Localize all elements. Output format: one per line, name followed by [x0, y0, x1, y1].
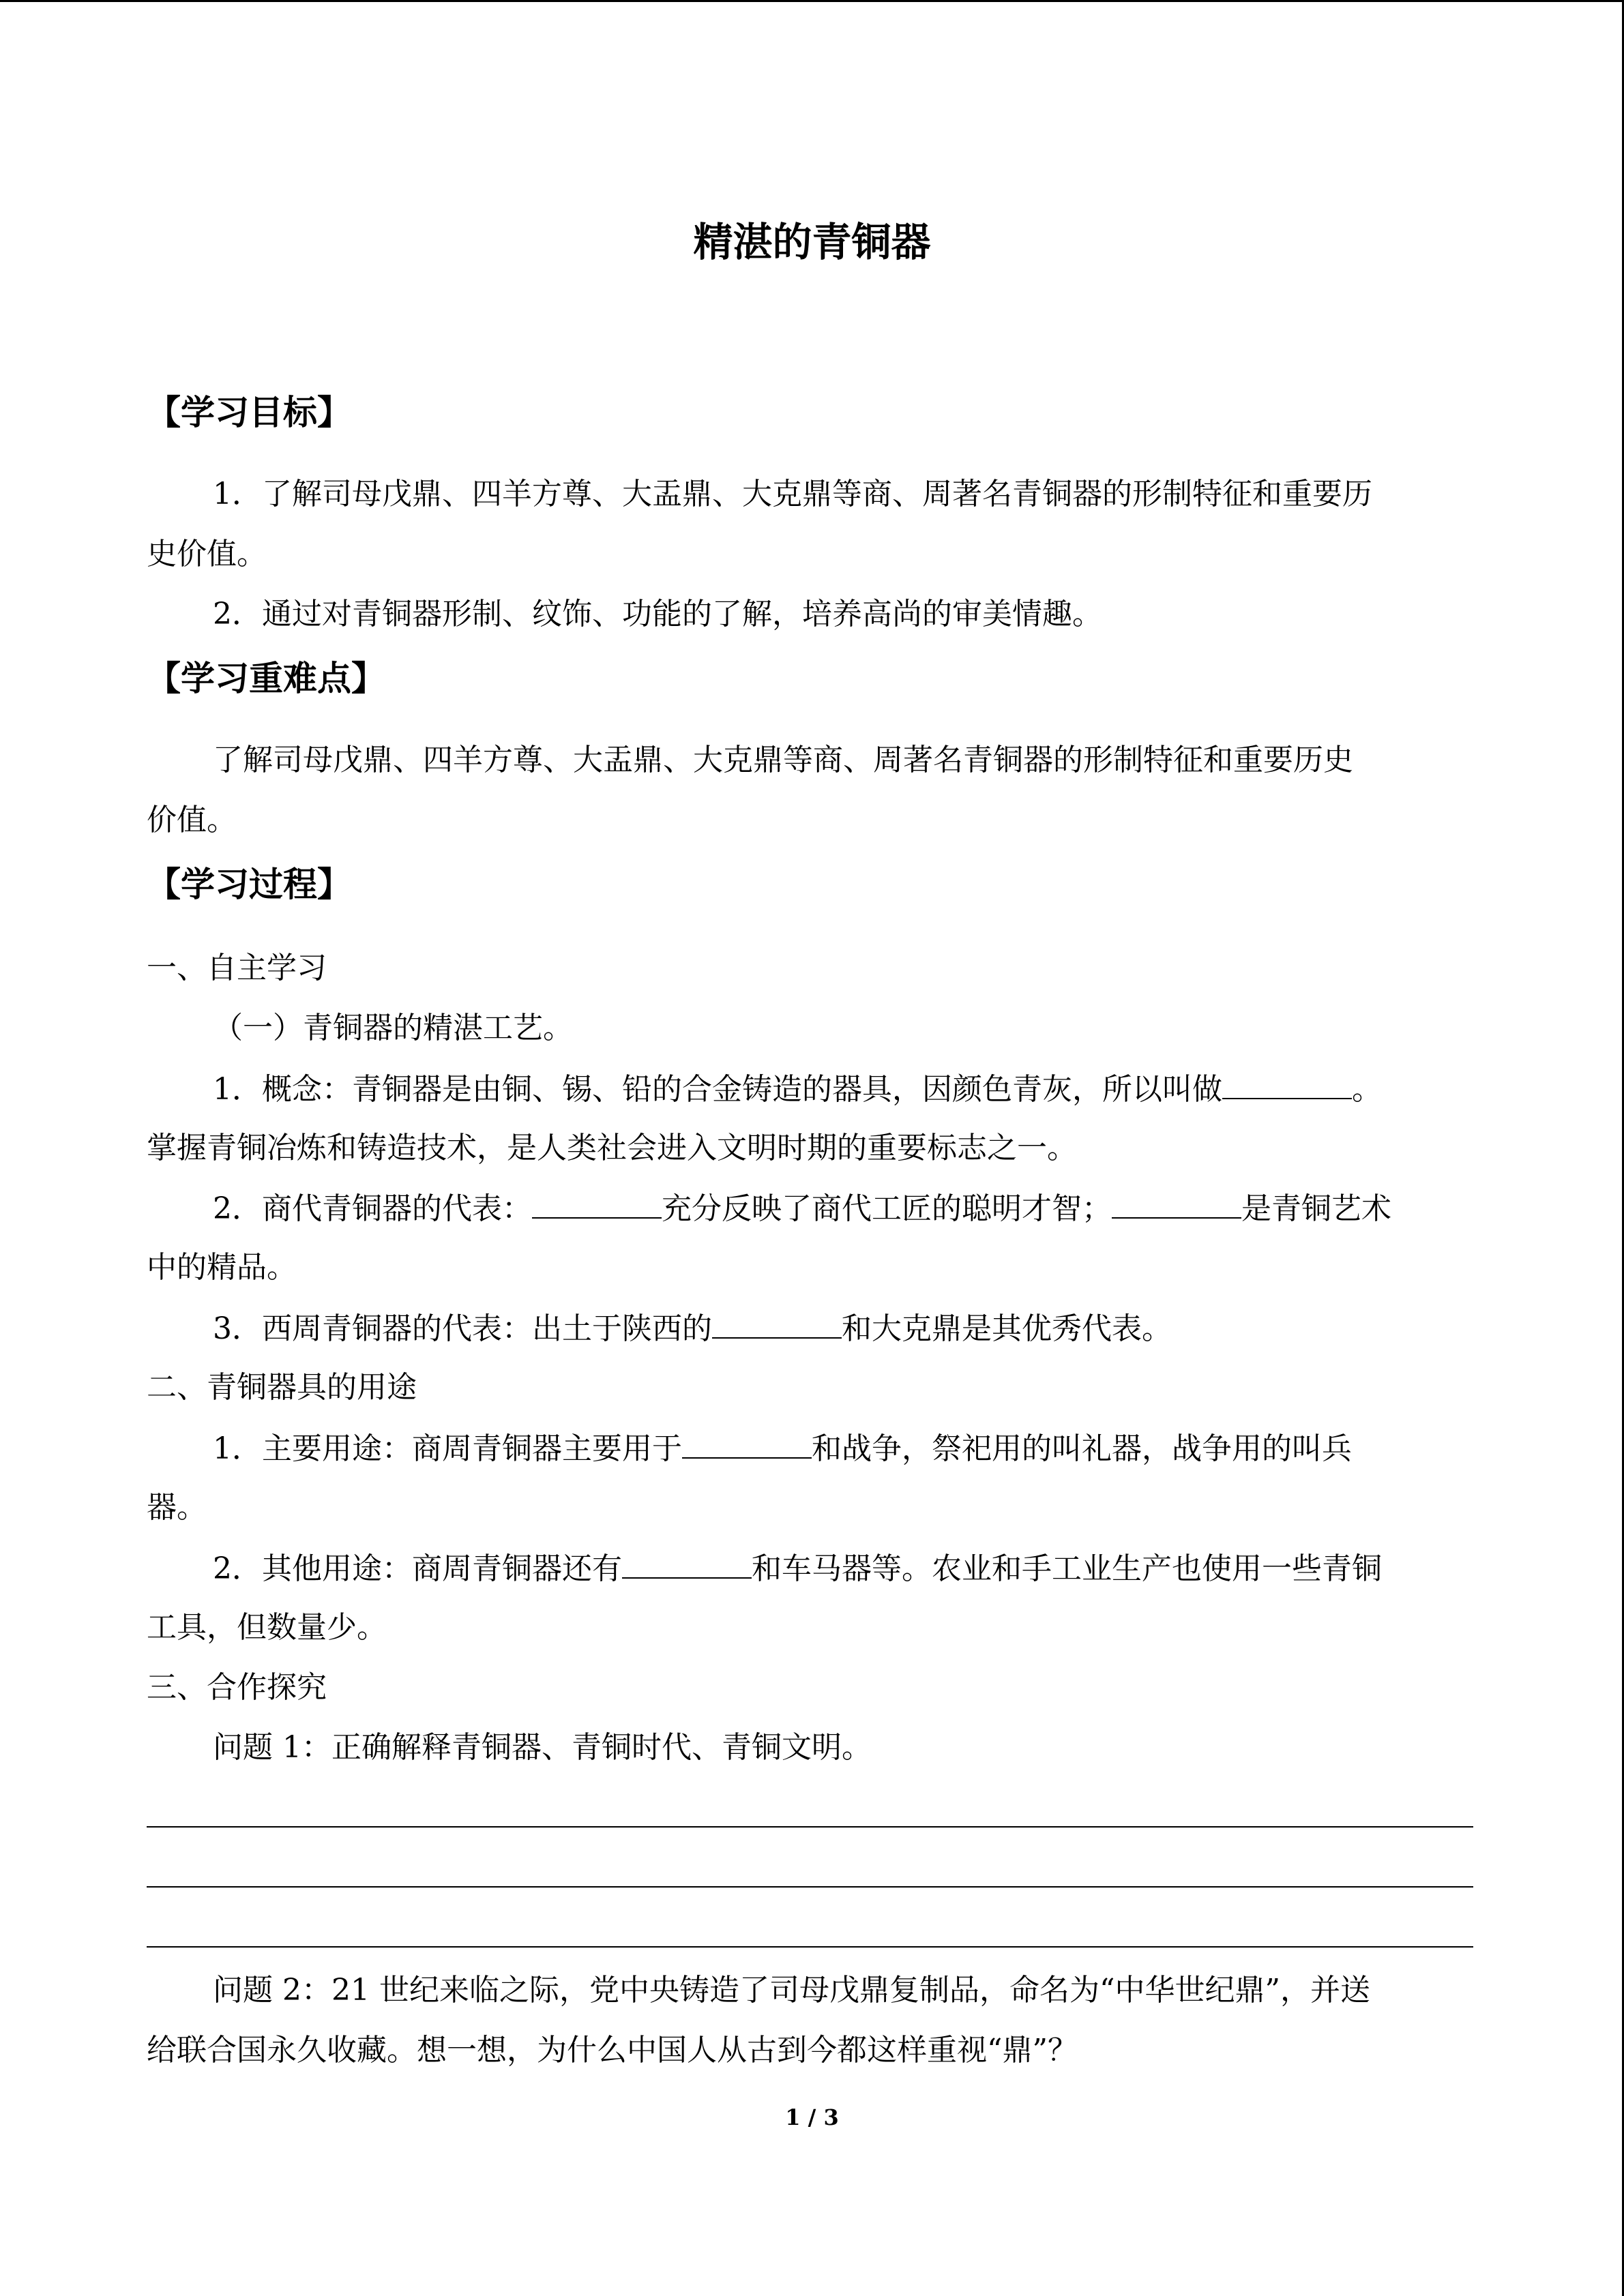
answer-line-3[interactable]: [147, 1946, 1473, 1948]
question-2-line-1: [213, 1187, 1391, 1229]
question-2-text-c: 是青铜艺术: [1241, 1191, 1391, 1226]
use-2-text-b: 和车马器等。农业和手工业生产也使用一些青铜: [752, 1551, 1382, 1586]
part-3-title: 三、合作探究: [147, 1670, 327, 1705]
page-number: 1 / 3: [785, 2104, 839, 2130]
use-1-line-2: 器。: [147, 1490, 207, 1525]
question-2-text-a: 2．商代青铜器的代表：: [213, 1191, 532, 1226]
question-2-text-b: 充分反映了商代工匠的聪明才智；: [662, 1191, 1112, 1226]
answer-line-2[interactable]: [147, 1886, 1473, 1888]
question-3-text-b: 和大克鼎是其优秀代表。: [842, 1311, 1172, 1346]
fill-blank-1[interactable]: [1222, 1068, 1352, 1099]
question-1-text-b: 。: [1352, 1072, 1382, 1107]
page-top-border: [0, 0, 1624, 2]
part-2-title: 二、青铜器具的用途: [147, 1370, 417, 1405]
fill-blank-4[interactable]: [712, 1307, 842, 1339]
key-points-heading: 【学习重难点】: [147, 659, 385, 698]
question-3-text-a: 3．西周青铜器的代表：出土于陕西的: [213, 1311, 712, 1346]
problem-2-line-2: 给联合国永久收藏。想一想，为什么中国人从古到今都这样重视“鼎”？: [147, 2033, 1078, 2068]
key-points-line-2: 价值。: [147, 803, 237, 837]
question-1-line-1: [213, 1068, 1382, 1110]
use-1-text-a: 1．主要用途：商周青铜器主要用于: [213, 1431, 682, 1466]
key-points-line-1: 了解司母戊鼎、四羊方尊、大盂鼎、大克鼎等商、周著名青铜器的形制特征和重要历史: [213, 743, 1353, 777]
question-2-line-2: 中的精品。: [147, 1250, 297, 1285]
objectives-heading: 【学习目标】: [147, 393, 351, 432]
objective-1-line-1: 1．了解司母戊鼎、四羊方尊、大盂鼎、大克鼎等商、周著名青铜器的形制特征和重要历: [213, 477, 1372, 511]
objective-1-line-2: 史价值。: [147, 537, 267, 571]
problem-1: 问题 1：正确解释青铜器、青铜时代、青铜文明。: [213, 1730, 872, 1765]
process-heading: 【学习过程】: [147, 865, 351, 904]
fill-blank-5[interactable]: [682, 1427, 812, 1459]
use-2-line-1: [213, 1547, 1382, 1590]
part-1-title: 一、自主学习: [147, 951, 327, 985]
fill-blank-6[interactable]: [622, 1547, 752, 1579]
use-1-line-1: [213, 1427, 1352, 1470]
use-1-text-b: 和战争，祭祀用的叫礼器，战争用的叫兵: [812, 1431, 1352, 1466]
problem-2-line-1: 问题 2：21 世纪来临之际，党中央铸造了司母戊鼎复制品，命名为“中华世纪鼎”，并送: [213, 1973, 1370, 2008]
document-title: 精湛的青铜器: [693, 219, 931, 265]
answer-line-1[interactable]: [147, 1826, 1473, 1828]
question-3: [213, 1307, 1172, 1350]
sub-1-title: （一）青铜器的精湛工艺。: [213, 1011, 573, 1045]
use-2-text-a: 2．其他用途：商周青铜器还有: [213, 1551, 622, 1586]
fill-blank-2[interactable]: [532, 1187, 662, 1219]
question-1-line-2: 掌握青铜冶炼和铸造技术，是人类社会进入文明时期的重要标志之一。: [147, 1131, 1077, 1165]
question-1-text-a: 1．概念：青铜器是由铜、锡、铅的合金铸造的器具，因颜色青灰，所以叫做: [213, 1072, 1222, 1107]
fill-blank-3[interactable]: [1112, 1187, 1241, 1219]
use-2-line-2: 工具，但数量少。: [147, 1610, 387, 1645]
objective-2: 2．通过对青铜器形制、纹饰、功能的了解，培养高尚的审美情趣。: [213, 597, 1102, 631]
